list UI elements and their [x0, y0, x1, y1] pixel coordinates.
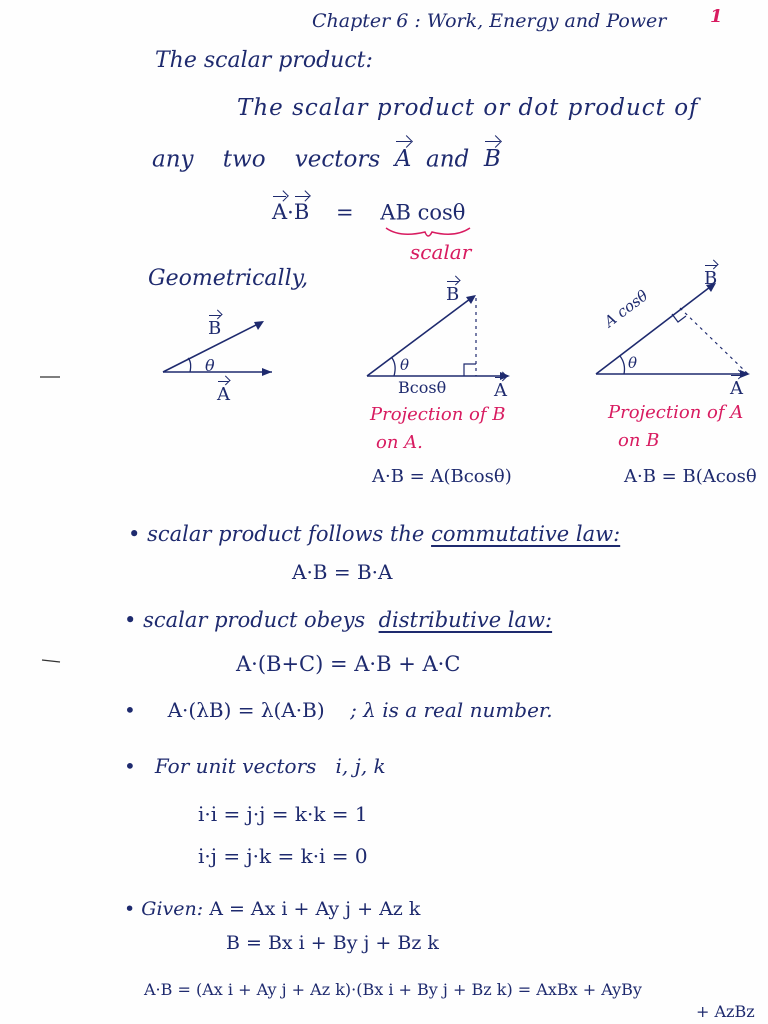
- given-line-a: • Given: A = Ax i + Ay j + Az k: [124, 898, 421, 920]
- any-two-vectors-text: any two vectors: [152, 146, 395, 173]
- fig1-label-a: A: [217, 378, 230, 404]
- fig3-projection-line2: on B: [618, 430, 660, 451]
- fig1-theta: θ: [205, 356, 215, 375]
- fig2-label-a: A: [494, 374, 507, 400]
- definition-line-2: any two vectors A and B: [152, 138, 501, 171]
- chapter-title: Chapter 6 : Work, Energy and Power: [312, 10, 667, 32]
- fig2-bcos: Bcosθ: [398, 378, 447, 397]
- given-line-b: B = Bx i + By j + Bz k: [226, 932, 439, 954]
- fig3-label-a: A: [730, 372, 743, 398]
- unit-equation-1: i·i = j·j = k·k = 1: [198, 802, 368, 826]
- fig3-acos: A cosθ: [600, 286, 652, 331]
- distributive-equation: A·(B+C) = A·B + A·C: [236, 652, 461, 676]
- given-dot-product-continued: + AzBz: [696, 1002, 755, 1021]
- fig3-equation: A·B = B(Acosθ: [624, 466, 757, 487]
- definition-line-1: The scalar product or dot product of: [237, 95, 699, 121]
- fig1-label-b: B: [208, 312, 221, 338]
- fig3-label-b: B: [704, 262, 717, 288]
- fig2-projection-line1: Projection of B: [370, 404, 506, 425]
- lambda-line: • A·(λB) = λ(A·B) ; λ is a real number.: [124, 698, 553, 722]
- commutative-equation: A·B = B·A: [292, 560, 393, 584]
- fig2-projection-line2: on A.: [376, 432, 423, 453]
- section-heading: The scalar product:: [155, 48, 373, 73]
- given-dot-product: A·B = (Ax i + Ay j + Az k)·(Bx i + By j + Bz k) = AxBx + AyBy: [144, 980, 642, 999]
- fig2-label-b: B: [446, 278, 459, 304]
- fig2-theta: θ: [400, 356, 410, 374]
- fig3-projection-line1: Projection of A: [608, 402, 744, 423]
- unit-equation-2: i·j = j·k = k·i = 0: [198, 844, 368, 868]
- fig3-theta: θ: [628, 354, 638, 372]
- unit-vectors-line: • For unit vectors i, j, k: [124, 754, 386, 778]
- commutative-line: • scalar product follows the commutative law:: [128, 522, 621, 546]
- fig2-equation: A·B = A(Bcosθ): [372, 466, 512, 487]
- scalar-note: scalar: [410, 240, 472, 264]
- page-number: 1: [710, 6, 723, 27]
- geometrically-label: Geometrically,: [148, 266, 309, 291]
- dot-product-formula: A·B = AB cosθ: [272, 193, 465, 223]
- distributive-line: • scalar product obeys distributive law:: [124, 608, 553, 632]
